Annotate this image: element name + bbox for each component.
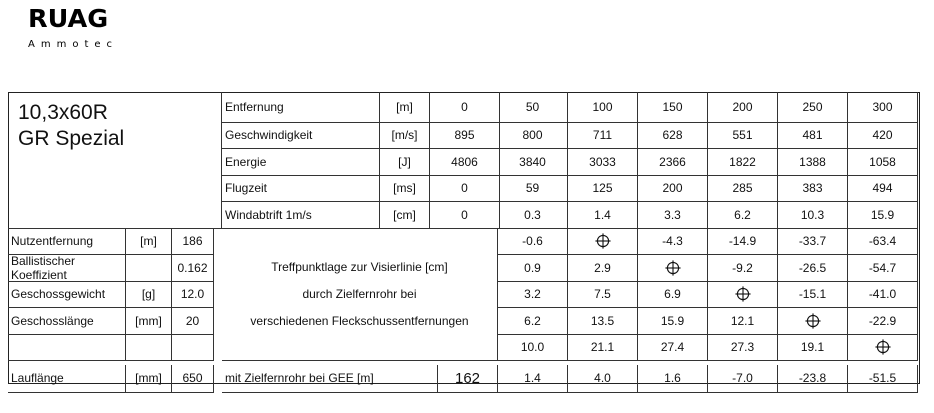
bullet-weight-row-value: 12.0 — [172, 282, 214, 309]
ballistic-coefficient-row-unit — [126, 255, 172, 282]
distance-row-value: 200 — [708, 92, 778, 123]
trajectory-value: 27.4 — [638, 335, 708, 362]
gee-trajectory-value: 1.6 — [638, 365, 708, 393]
flight-time-row-value: 285 — [708, 176, 778, 203]
energy-row-value: 4806 — [430, 149, 500, 176]
distance-row-value: 250 — [778, 92, 848, 123]
empty-spec-row-value — [172, 335, 214, 362]
description-line: verschiedenen Fleckschussentfernungen — [250, 313, 469, 328]
trajectory-value: -26.5 — [778, 255, 848, 282]
wind-drift-row-value: 15.9 — [848, 202, 918, 229]
trajectory-description-block — [222, 229, 498, 362]
flight-time-row-value: 200 — [638, 176, 708, 203]
trajectory-value: 0.9 — [498, 255, 568, 282]
wind-drift-row-value: 1.4 — [568, 202, 638, 229]
gee-value: 162 — [438, 365, 498, 393]
distance-row-value: 0 — [430, 92, 500, 123]
trajectory-value: 7.5 — [568, 282, 638, 309]
distance-row-value: 50 — [498, 92, 568, 123]
description-line: durch Zielfernrohr bei — [302, 286, 417, 301]
ballistic-coefficient-row-value: 0.162 — [172, 255, 214, 282]
distance-row-value: 300 — [848, 92, 918, 123]
trajectory-value — [708, 282, 778, 309]
bullet-length-row-unit: [mm] — [126, 308, 172, 335]
trajectory-value: -41.0 — [848, 282, 918, 309]
trajectory-value: 13.5 — [568, 308, 638, 335]
crosshair-reticle-icon — [665, 260, 681, 276]
velocity-row-value: 711 — [568, 123, 638, 150]
gee-trajectory-value: -23.8 — [778, 365, 848, 393]
wind-drift-row-label: Windabtrift 1m/s — [222, 202, 380, 229]
trajectory-value: -0.6 — [498, 229, 568, 256]
trajectory-value: -22.9 — [848, 308, 918, 335]
flight-time-row-value: 494 — [848, 176, 918, 203]
energy-row-label: Energie — [222, 149, 380, 176]
trajectory-value: 2.9 — [568, 255, 638, 282]
bullet-length-row-value: 20 — [172, 308, 214, 335]
trajectory-description — [250, 254, 468, 335]
energy-row-value: 1388 — [778, 149, 848, 176]
bullet-length-row-label: Geschosslänge — [8, 308, 126, 335]
trajectory-value — [778, 308, 848, 335]
velocity-row-value: 481 — [778, 123, 848, 150]
trajectory-value: -9.2 — [708, 255, 778, 282]
distance-row-label: Entfernung — [222, 92, 380, 123]
energy-row-value: 1822 — [708, 149, 778, 176]
velocity-row-unit: [m/s] — [380, 123, 430, 150]
energy-row-value: 3033 — [568, 149, 638, 176]
flight-time-row-unit: [ms] — [380, 176, 430, 203]
crosshair-reticle-icon — [595, 233, 611, 249]
cartridge-title-block — [8, 92, 222, 229]
trajectory-value: 21.1 — [568, 335, 638, 362]
wind-drift-row-value: 6.2 — [708, 202, 778, 229]
energy-row-value: 3840 — [498, 149, 568, 176]
trajectory-value: 12.1 — [708, 308, 778, 335]
trajectory-value: -63.4 — [848, 229, 918, 256]
distance-row-value: 150 — [638, 92, 708, 123]
empty-spec-row-label — [8, 335, 126, 362]
energy-row-value: 1058 — [848, 149, 918, 176]
bullet-title: GR Spezial — [18, 127, 125, 150]
trajectory-value — [568, 229, 638, 256]
empty-spec-row-unit — [126, 335, 172, 362]
trajectory-value: -54.7 — [848, 255, 918, 282]
crosshair-reticle-icon — [875, 339, 891, 355]
flight-time-row-value: 383 — [778, 176, 848, 203]
trajectory-value: 6.9 — [638, 282, 708, 309]
wind-drift-row-value: 0 — [430, 202, 500, 229]
velocity-row-value: 420 — [848, 123, 918, 150]
bullet-weight-row-unit: [g] — [126, 282, 172, 309]
gee-trajectory-value: -7.0 — [708, 365, 778, 393]
trajectory-value: 15.9 — [638, 308, 708, 335]
energy-row-value: 2366 — [638, 149, 708, 176]
flight-time-row-value: 125 — [568, 176, 638, 203]
trajectory-value: 10.0 — [498, 335, 568, 362]
distance-row-value: 100 — [568, 92, 638, 123]
trajectory-value — [848, 335, 918, 362]
velocity-row-value: 628 — [638, 123, 708, 150]
crosshair-reticle-icon — [805, 313, 821, 329]
gee-label: mit Zielfernrohr bei GEE [m] — [222, 365, 438, 393]
velocity-row-value: 895 — [430, 123, 500, 150]
flight-time-row-label: Flugzeit — [222, 176, 380, 203]
barrel-length-value: 650 — [172, 365, 214, 393]
effective-range-row-value: 186 — [172, 229, 214, 256]
brand-subtitle: Ammotec — [28, 39, 119, 50]
gee-trajectory-value: 1.4 — [498, 365, 568, 393]
trajectory-value: -15.1 — [778, 282, 848, 309]
caliber-title: 10,3x60R — [18, 101, 108, 124]
wind-drift-row-value: 3.3 — [638, 202, 708, 229]
barrel-length-unit: [mm] — [126, 365, 172, 393]
trajectory-value: 27.3 — [708, 335, 778, 362]
trajectory-value: 6.2 — [498, 308, 568, 335]
trajectory-value: -4.3 — [638, 229, 708, 256]
brand-name: RUAG — [28, 4, 109, 33]
flight-time-row-value: 0 — [430, 176, 500, 203]
trajectory-value: 19.1 — [778, 335, 848, 362]
trajectory-value: -14.9 — [708, 229, 778, 256]
wind-drift-row-unit: [cm] — [380, 202, 430, 229]
velocity-row-value: 800 — [498, 123, 568, 150]
energy-row-unit: [J] — [380, 149, 430, 176]
crosshair-reticle-icon — [735, 286, 751, 302]
description-line: Treffpunktlage zur Visierlinie [cm] — [271, 259, 448, 274]
bullet-weight-row-label: Geschossgewicht — [8, 282, 126, 309]
ruag-logo — [28, 4, 118, 50]
trajectory-value — [638, 255, 708, 282]
wind-drift-row-value: 0.3 — [498, 202, 568, 229]
gee-trajectory-value: 4.0 — [568, 365, 638, 393]
barrel-length-label: Lauflänge — [8, 365, 126, 393]
wind-drift-row-value: 10.3 — [778, 202, 848, 229]
velocity-row-value: 551 — [708, 123, 778, 150]
flight-time-row-value: 59 — [498, 176, 568, 203]
velocity-row-label: Geschwindigkeit — [222, 123, 380, 150]
ballistic-coefficient-row-label: Ballistischer Koeffizient — [8, 255, 126, 282]
distance-row-unit: [m] — [380, 92, 430, 123]
effective-range-row-label: Nutzentfernung — [8, 229, 126, 256]
ballistic-data-sheet — [8, 92, 920, 387]
trajectory-value: -33.7 — [778, 229, 848, 256]
gee-trajectory-value: -51.5 — [848, 365, 918, 393]
trajectory-value: 3.2 — [498, 282, 568, 309]
effective-range-row-unit: [m] — [126, 229, 172, 256]
